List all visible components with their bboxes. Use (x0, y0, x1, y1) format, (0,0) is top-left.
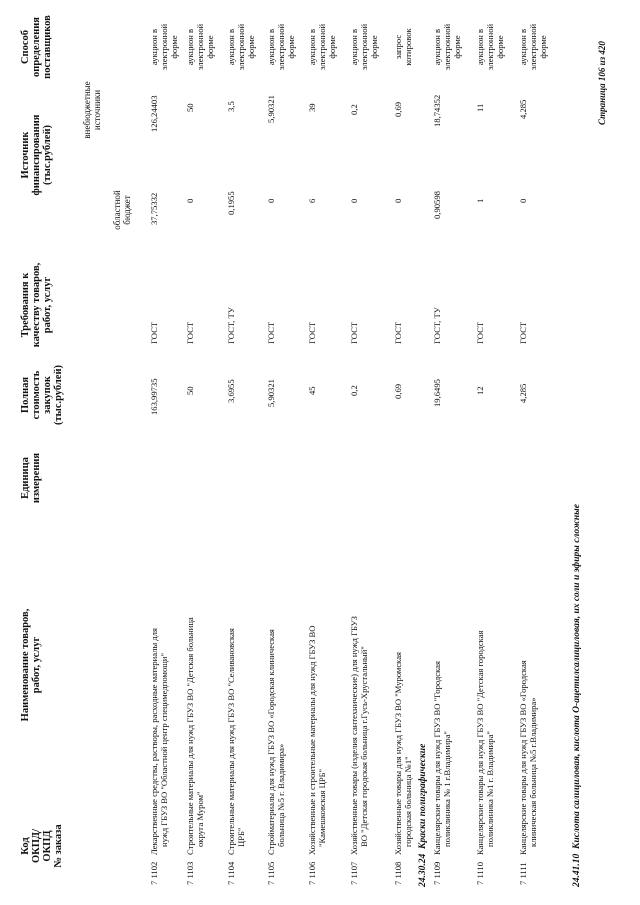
row-cost: 5,90321 (266, 379, 276, 407)
row-regional: 0 (349, 198, 359, 203)
row-requirements: ГОСТ, ТУ (226, 307, 236, 344)
row-extrabudget: 126,24403 (149, 95, 159, 132)
row-requirements: ГОСТ (185, 321, 195, 344)
row-extrabudget: 5,90321 (266, 95, 276, 123)
row-method: аукцион в электронной форме (432, 23, 462, 71)
row-method: аукцион в электронной форме (475, 23, 505, 71)
row-code: 7 1106 (307, 861, 317, 885)
row-name: Канцелярские товары для нужд ГБУЗ ВО «Городская клиническая больница №5 г.Владимира» (518, 660, 539, 855)
row-name: Хозяйственные товары для нужд ГБУЗ ВО "Муромская городская больница №1" (393, 652, 414, 855)
header-source-extrabudget: внебюджетные источники (82, 81, 102, 139)
row-name: Канцелярские товары для нужд ГБУЗ ВО "Детская городская поликлиника №1 г. Владимира" (475, 630, 496, 855)
row-method: аукцион в электронной форме (349, 23, 379, 71)
row-cost: 50 (185, 386, 195, 395)
row-extrabudget: 0,69 (393, 101, 403, 117)
row-code: 7 1110 (475, 862, 485, 885)
header-name: Наименование товаров, работ, услуг (20, 608, 42, 722)
row-requirements: ГОСТ (349, 321, 359, 344)
row-code: 7 1102 (149, 861, 159, 885)
row-requirements: ГОСТ (307, 321, 317, 344)
row-requirements: ГОСТ (266, 321, 276, 344)
row-requirements: ГОСТ (393, 321, 403, 344)
row-name: Строительные материалы для нужд ГБУЗ ВО "Детская больница округа Муром" (185, 617, 206, 855)
row-regional: 0 (518, 198, 528, 203)
row-cost: 163,99735 (149, 378, 159, 415)
row-extrabudget: 11 (475, 103, 485, 112)
row-method: аукцион в электронной форме (307, 23, 337, 71)
row-regional: 37,75332 (149, 192, 159, 225)
row-code: 7 1111 (518, 862, 528, 885)
row-regional: 0,90598 (432, 191, 442, 219)
row-cost: 0,2 (349, 385, 359, 396)
row-code: 7 1105 (266, 861, 276, 885)
row-requirements: ГОСТ (518, 321, 528, 344)
row-code: 7 1104 (226, 861, 236, 885)
row-name: Канцелярские товары для нужд ГБУЗ ВО "Городская поликлиника № 1 г.Владимира" (432, 661, 453, 855)
row-cost: 12 (475, 386, 485, 395)
row-cost: 3,6955 (226, 379, 236, 403)
section-heading: 24.30.24 Краски полиграфические (418, 743, 428, 887)
row-method: аукцион в электронной форме (149, 23, 179, 71)
row-name: Строительные материалы для нужд ГБУЗ ВО "Селивановская ЦРБ" (226, 628, 247, 855)
row-code: 7 1107 (349, 861, 359, 885)
header-requirements: Требования к качеству товаров, работ, услуг (20, 262, 53, 348)
header-source-regional: областной бюджет (112, 190, 132, 230)
row-cost: 19,6495 (432, 379, 442, 407)
header-code: Код ОКПД/ ОКПД № заказа (20, 824, 64, 868)
row-regional: 1 (475, 198, 485, 203)
row-method: запрос котировок (393, 28, 413, 66)
row-method: аукцион в электронной форме (266, 23, 296, 71)
row-extrabudget: 4,285 (518, 99, 528, 119)
section-heading: 24.41.10 Кислота салициловая, кислота О-ацетилсалициловая, их соли и эфиры сложные (572, 504, 582, 887)
row-name: Стройматериалы для нужд ГБУЗ ВО «Городская клиническая больница №5 г. Владимира» (266, 629, 287, 855)
row-extrabudget: 18,74352 (432, 94, 442, 127)
row-code: 7 1109 (432, 861, 442, 885)
row-requirements: ГОСТ (475, 321, 485, 344)
header-source: Источник финансирования (тыс.рублей) (20, 114, 53, 196)
row-requirements: ГОСТ (149, 321, 159, 344)
row-extrabudget: 39 (307, 103, 317, 112)
row-regional: 0 (266, 198, 276, 203)
row-cost: 4,285 (518, 383, 528, 403)
row-extrabudget: 50 (185, 103, 195, 112)
row-method: аукцион в электронной форме (226, 23, 256, 71)
header-unit: Единица измерения (20, 452, 42, 504)
row-regional: 0 (185, 198, 195, 203)
row-regional: 0 (393, 198, 403, 203)
row-name: Хозяйственные товары (изделия сантехнические) для нужд ГБУЗ ВО "Детская городская больница г.Гусь-Хрустальный" (349, 616, 370, 855)
row-cost: 45 (307, 386, 317, 395)
row-cost: 0,69 (393, 383, 403, 399)
page-number: Страница 106 из 420 (597, 41, 607, 125)
row-regional: 0,1955 (226, 191, 236, 215)
row-extrabudget: 3,5 (226, 101, 236, 112)
row-method: аукцион в электронной форме (185, 23, 215, 71)
header-method: Способ определения поставщиков (20, 15, 53, 79)
row-requirements: ГОСТ, ТУ (432, 307, 442, 344)
row-extrabudget: 0,2 (349, 104, 359, 115)
row-name: Хозяйственные и строительные материалы для нужд ГБУЗ ВО "Камешковская ЦРБ" (307, 625, 328, 855)
row-name: Лекарственные средства, растворы, расходные материалы для нужд ГБУЗ ВО "Областной центр специмедпомощи" (149, 628, 170, 855)
row-code: 7 1108 (393, 861, 403, 885)
row-code: 7 1103 (185, 861, 195, 885)
row-regional: 6 (307, 198, 317, 203)
header-cost: Полная стоимость закупок (тыс.рублей) (20, 364, 64, 426)
row-method: аукцион в электронной форме (518, 23, 548, 71)
